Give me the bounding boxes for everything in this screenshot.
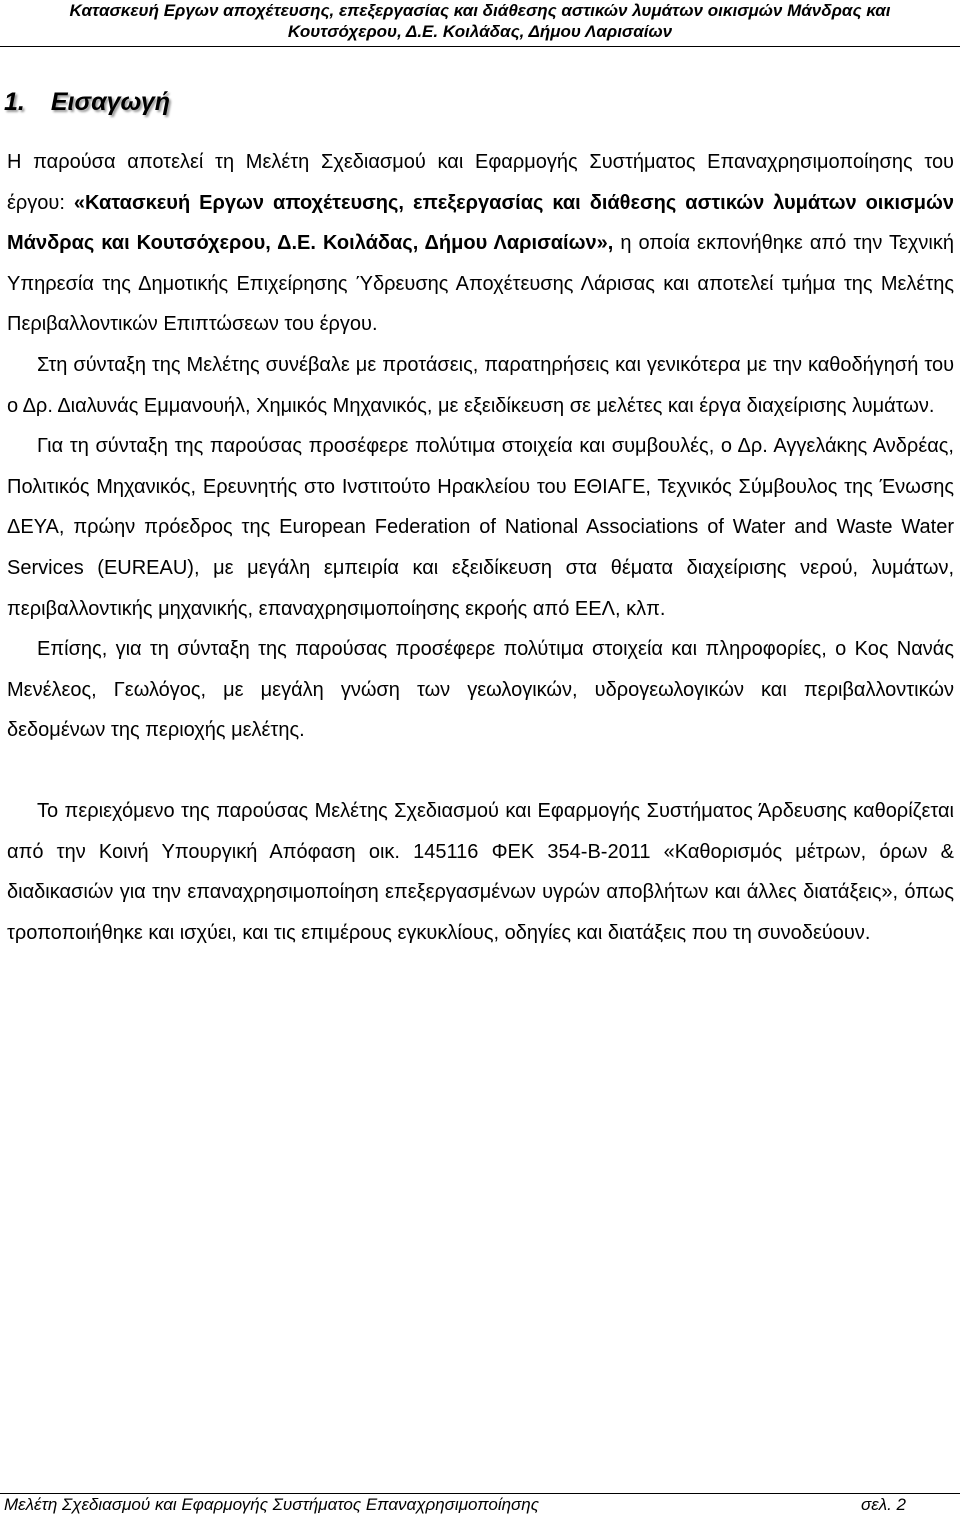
running-header	[0, 0, 960, 42]
project-title: «Κατασκευή Εργων αποχέτευσης, επεξεργασίας και διάθεσης αστικών λυμάτων οικισμών Μάνδρας και Κουτσόχερου, Δ.Ε. Κοιλάδας, Δήμου Λαρισαίων»,	[7, 191, 955, 255]
intro-text: Η παρούσα αποτελεί τη Μελέτη Σχεδιασμού και Εφαρμογής Συστήματος Επαναχρησιμοποίησης του έργου:	[7, 151, 954, 214]
footer-title: Μελέτη Σχεδιασμού και Εφαρμογής Συστήματος Επαναχρησιμοποίησης	[4, 1495, 540, 1514]
document-body	[7, 142, 954, 953]
paragraph-contribution-2: Για τη σύνταξη της παρούσας προσέφερε πολύτιμα στοιχεία και συμβουλές, ο Δρ. Αγγελάκης Ανδρέας, Πολιτικός Μηχανικός, Ερευνητής στο Ινστιτούτο Ηρακλείου του ΕΘΙΑΓΕ, Τεχνικός Σύμβουλος της Ένωσης ΔΕΥΑ, πρώην πρόεδρος της European Federation of National Associations of Water and Waste Water Services (EUREAU), με μεγάλη εμπειρία και εξειδίκευση στα θέματα διαχείρισης νερού, λυμάτων, περιβαλλοντικής μηχανικής, επαναχρησιμοποίησης εκροής από ΕΕΛ, κλπ.	[7, 435, 954, 620]
paragraph-contribution-3: Επίσης, για τη σύνταξη της παρούσας προσέφερε πολύτιμα στοιχεία και πληροφορίες, ο Κος Νανάς Μενέλεος, Γεωλόγος, με μεγάλη γνώση των γεωλογικών, υδρογεωλογικών και περιβαλλοντικών δεδομένων της περιοχής μελέτης.	[7, 638, 954, 742]
section-heading	[4, 88, 170, 117]
paragraph-legal-basis: Το περιεχόμενο της παρούσας Μελέτης Σχεδιασμού και Εφαρμογής Συστήματος Άρδευσης καθορίζεται από την Κοινή Υπουργική Απόφαση οικ. 145116 ΦΕΚ 354-Β-2011 «Καθορισμός μέτρων, όρων & διαδικασιών για την επαναχρησιμοποίηση επεξεργασμένων υγρών αποβλήτων και άλλες διατάξεις», όπως τροποποιήθηκε και ισχύει, και τις επιμέρους εγκυκλίους, οδηγίες και διατάξεις που τη συνοδεύουν.	[7, 799, 954, 944]
header-divider	[0, 46, 960, 47]
section-title: Εισαγωγή	[50, 88, 171, 116]
section-number: 1.	[4, 88, 25, 116]
header-line-2: Κουτσόχερου, Δ.Ε. Κοιλάδας, Δήμου Λαρισαίων	[287, 22, 673, 41]
header-line-1: Κατασκευή Εργων αποχέτευσης, επεξεργασίας και διάθεσης αστικών λυμάτων οικισμών Μάνδρας και	[69, 1, 891, 20]
intro-rest: η οποία εκπονήθηκε από την Τεχνική Υπηρεσία της Δημοτικής Επιχείρησης Ύδρευσης Αποχέτευσης Λάρισας και αποτελεί τμήμα της Μελέτης Περιβαλλοντικών Επιπτώσεων του έργου.	[7, 232, 954, 336]
page-number: σελ. 2	[861, 1495, 906, 1514]
footer-divider	[0, 1493, 960, 1494]
paragraph-contribution-1: Στη σύνταξη της Μελέτης συνέβαλε με προτάσεις, παρατηρήσεις και γενικότερα με την καθοδήγησή του ο Δρ. Διαλυνάς Εμμανουήλ, Χημικός Μηχανικός, με εξειδίκευση σε μελέτες και έργα διαχείρισης λυμάτων.	[7, 353, 954, 417]
paragraph-introduction	[7, 142, 954, 345]
running-footer	[4, 1495, 906, 1515]
